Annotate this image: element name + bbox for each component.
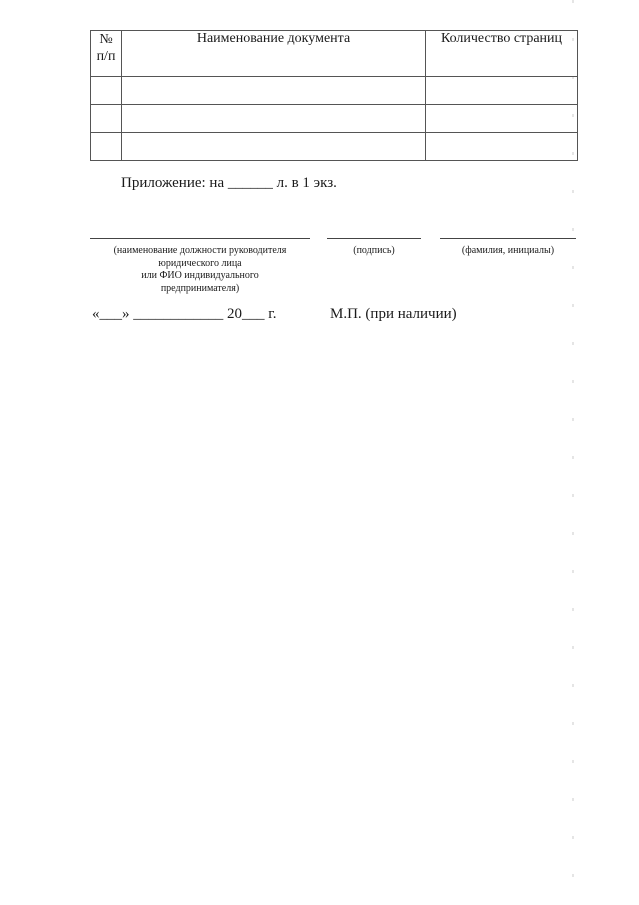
header-document-name: Наименование документа — [122, 31, 426, 77]
table-header-row — [91, 31, 578, 77]
attachment-note: Приложение: на ______ л. в 1 экз. — [121, 175, 337, 191]
header-number-line2: п/п — [96, 49, 116, 64]
table-row — [91, 105, 578, 133]
table-cell — [122, 77, 426, 105]
name-signature-line — [440, 238, 576, 239]
header-number-line1: № — [99, 32, 113, 47]
signature-caption: (подпись) — [353, 245, 395, 256]
table-cell — [91, 105, 122, 133]
position-signature-line — [90, 238, 310, 239]
date-field: «___» ____________ 20___ г. — [92, 306, 277, 322]
position-caption-line: или ФИО индивидуального — [141, 270, 259, 281]
position-caption-line: (наименование должности руководителя — [113, 245, 287, 256]
position-caption-line: предпринимателя) — [160, 282, 240, 294]
position-caption — [90, 245, 310, 295]
table-cell — [426, 133, 578, 161]
header-page-count: Количество страниц — [426, 31, 578, 77]
table-cell — [122, 133, 426, 161]
table-cell — [122, 105, 426, 133]
table-cell — [426, 105, 578, 133]
signature-line — [327, 238, 421, 239]
table-cell — [91, 133, 122, 161]
table-row — [91, 77, 578, 105]
table-row — [91, 133, 578, 161]
position-caption-line: юридического лица — [158, 257, 242, 269]
name-caption: (фамилия, инициалы) — [461, 245, 555, 256]
table-cell — [426, 77, 578, 105]
header-number — [91, 31, 122, 77]
documents-table — [90, 30, 578, 161]
table-cell — [91, 77, 122, 105]
stamp-note: М.П. (при наличии) — [330, 306, 457, 322]
